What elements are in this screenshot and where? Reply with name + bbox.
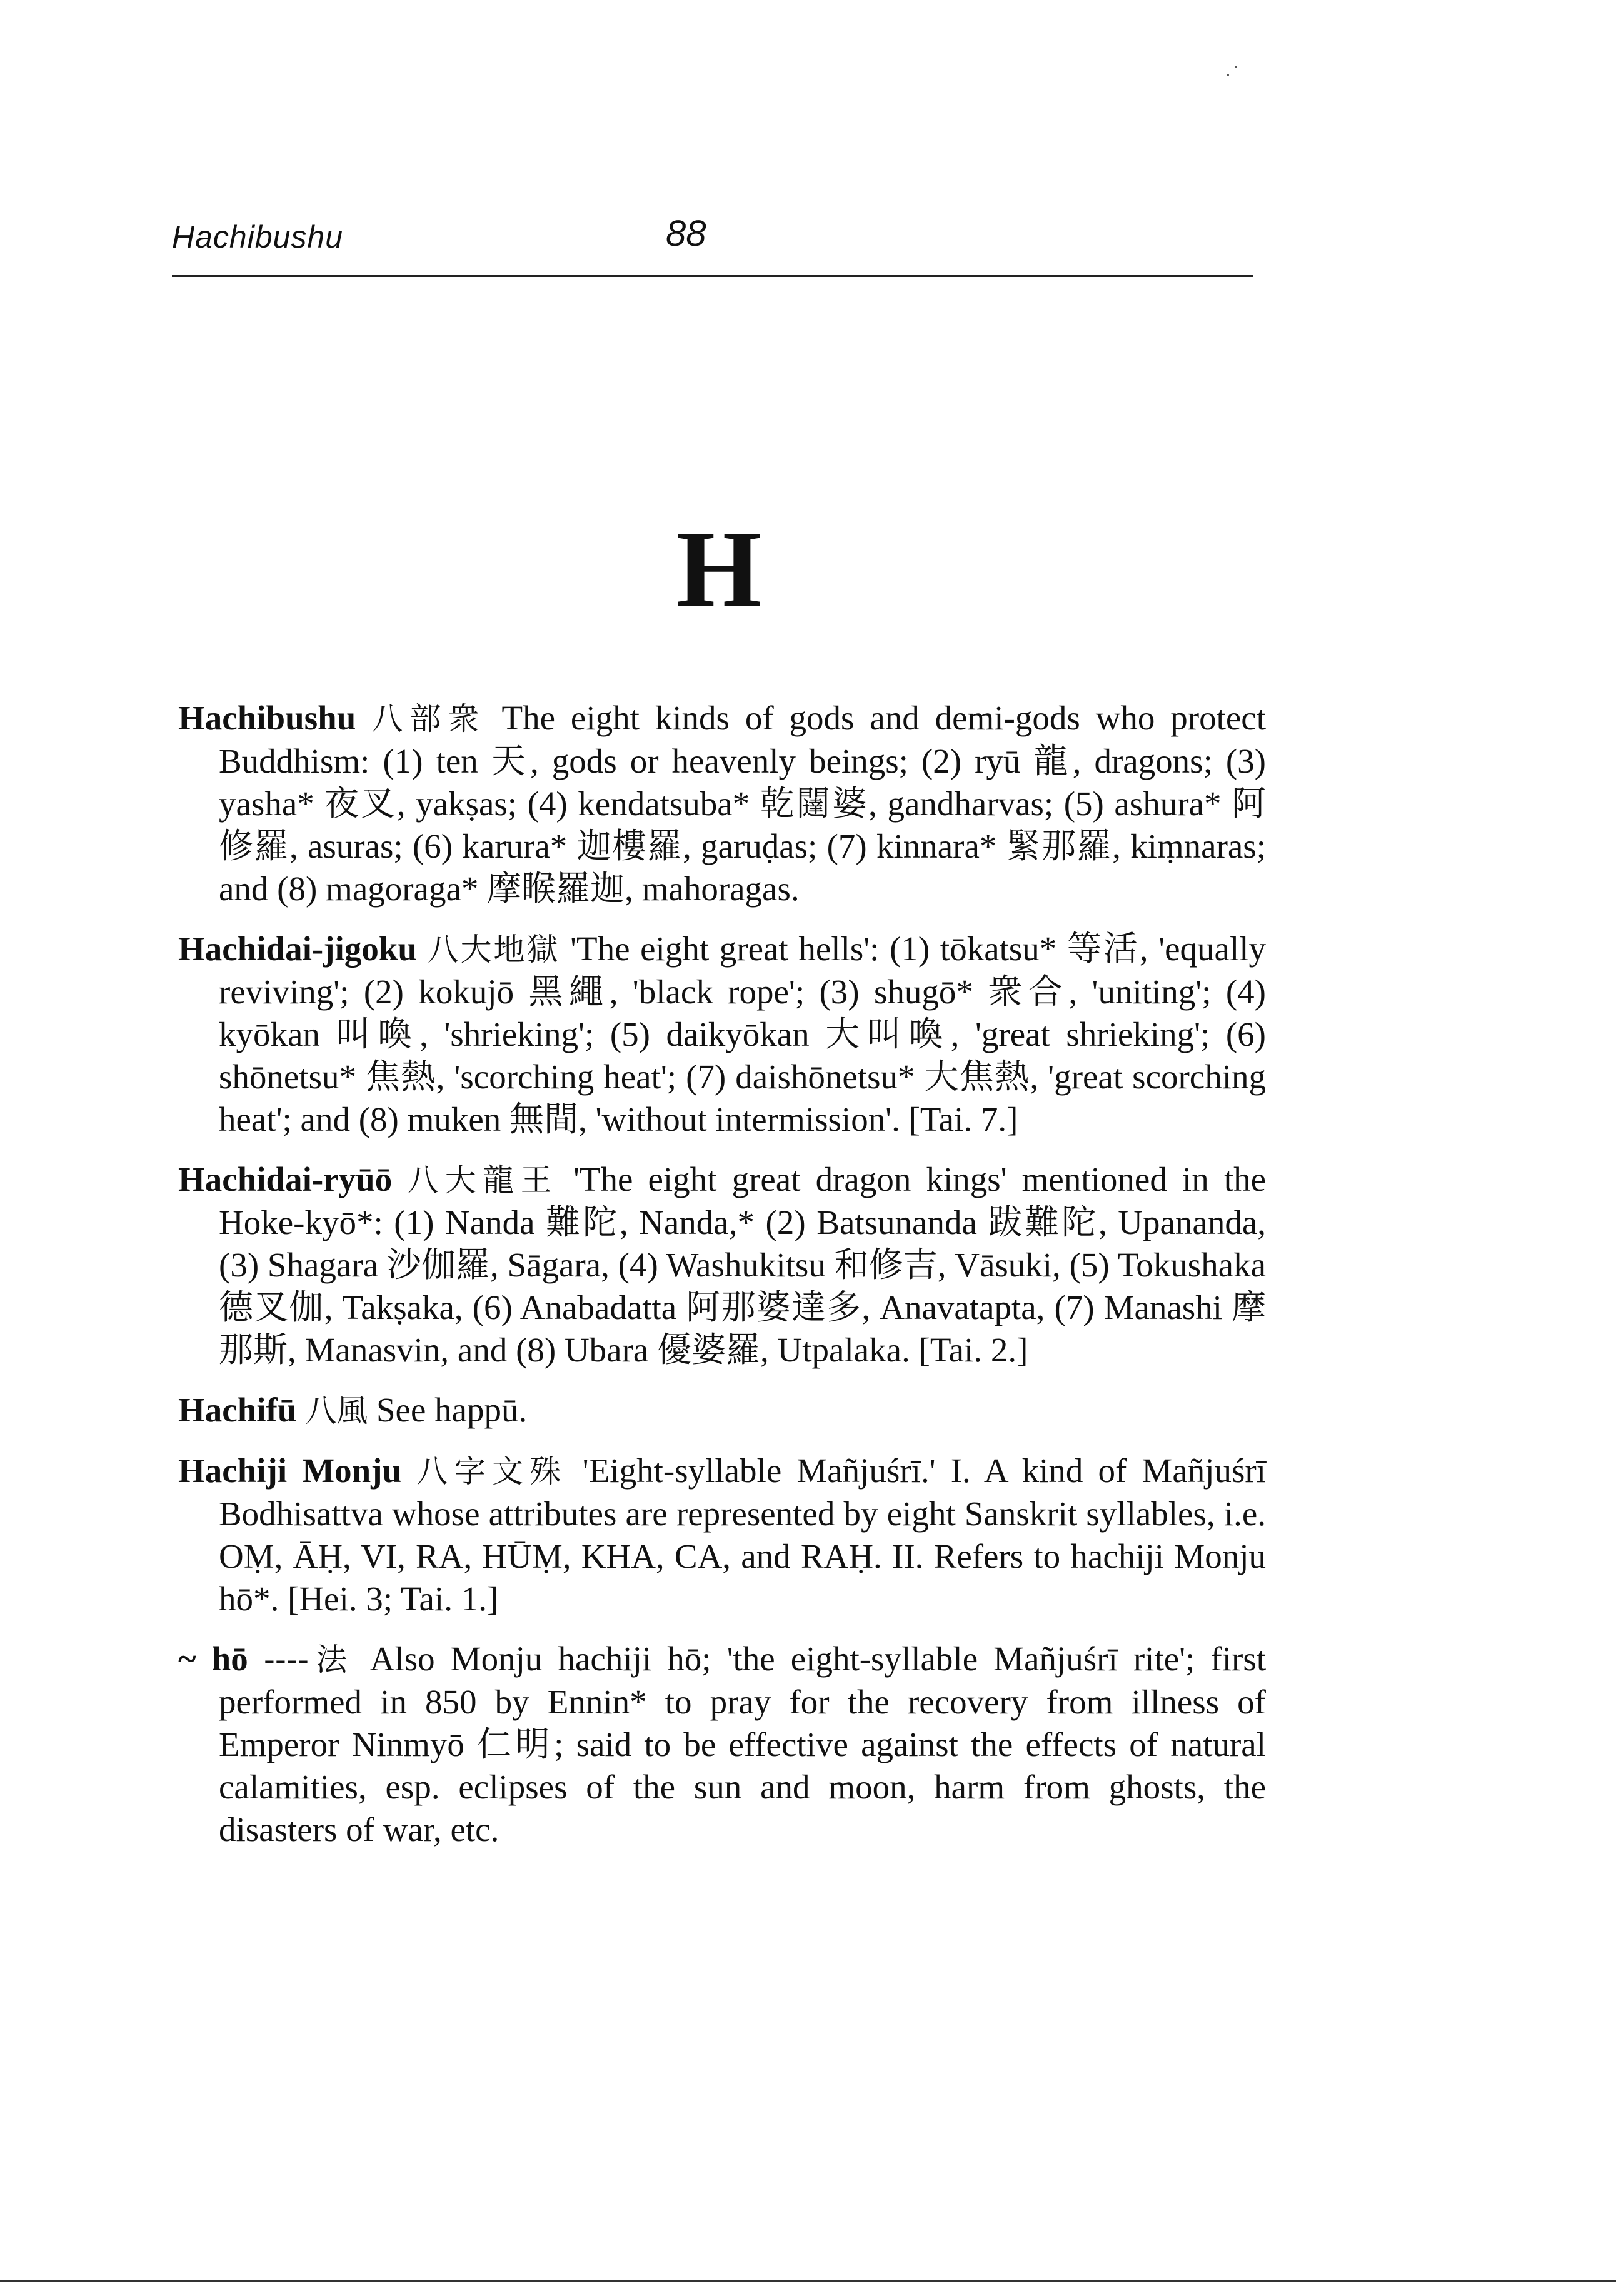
entry-kanji: 八字文殊	[416, 1453, 568, 1490]
entry-kanji: 八部衆	[371, 701, 486, 737]
page-header	[172, 213, 1253, 277]
entry-headword: Hachidai-ryūō	[178, 1160, 393, 1198]
entry-text: 'Eight-syllable Mañjuśrī.' I. A kind of Mañjuśrī Bodhisattva whose attributes are represented by eight Sanskrit syllables, i.e. OṂ, ĀḤ, VI, RA, HŪṂ, KHA, CA, and RAḤ. II. Refers to hachiji Monju hō*. [Hei. 3; Tai. 1.]	[219, 1451, 1267, 1618]
dictionary-entry	[178, 697, 1266, 910]
entry-text: 'The eight great dragon kings' mentioned in the Hoke-kyō*: (1) Nanda 難陀, Nanda,* (2) Batsunanda 跋難陀, Upananda, (3) Shagara 沙伽羅, Sāgara, (4) Washukitsu 和修吉, Vāsuki, (5) Tokushaka 德叉伽, Takṣaka, (6) Anabadatta 阿那婆達多, Anavatapta, (7) Manashi 摩那斯, Manasvin, and (8) Ubara 優婆羅, Utpalaka. [Tai. 2.]	[219, 1160, 1267, 1369]
entry-kanji: 八風	[305, 1393, 368, 1429]
page-number: 88	[666, 213, 706, 254]
scan-speck	[1235, 66, 1237, 68]
entry-text: The eight kinds of gods and demi-gods who protect Buddhism: (1) ten 天, gods or heavenly beings; (2) ryū 龍, dragons; (3) yasha* 夜叉, yakṣas; (4) kendatsuba* 乾闥婆, gandharvas; (5) ashura* 阿修羅, asuras; (6) karura* 迦樓羅, garuḍas; (7) kinnara* 緊那羅, kiṃnaras; and (8) magoraga* 摩睺羅迦, mahoragas.	[219, 699, 1267, 908]
entry-text: 'The eight great hells': (1) tōkatsu* 等活, 'equally reviving'; (2) kokujō 黑繩, 'black rope'; (3) shugō* 衆合, 'uniting'; (4) kyōkan 叫喚, 'shrieking'; (5) daikyōkan 大叫喚, 'great shrieking'; (6) shōnetsu* 焦熱, 'scorching heat'; (7) daishōnetsu* 大焦熱, 'great scorching heat'; and (8) muken 無間, 'without intermission'. [Tai. 7.]	[219, 930, 1267, 1138]
entry-headword: Hachidai-jigoku	[178, 930, 418, 968]
entry-headword: Hachiji Monju	[178, 1451, 402, 1490]
dictionary-entries	[178, 697, 1266, 1868]
dictionary-entry	[178, 928, 1266, 1141]
entry-headword: ~ hō	[178, 1640, 248, 1678]
entry-kanji: 八大龍王	[407, 1162, 558, 1198]
dictionary-entry	[178, 1450, 1266, 1620]
dictionary-entry	[178, 1158, 1266, 1371]
running-head: Hachibushu	[172, 219, 344, 254]
entry-headword: Hachifū	[178, 1391, 297, 1429]
dictionary-entry	[178, 1389, 1266, 1432]
entry-text: Also Monju hachiji hō; 'the eight-syllable Mañjuśrī rite'; first performed in 850 by Ennin* to pray for the recovery from illness of Emperor Ninmyō 仁明; said to be effective against the effects of natural calamities, esp. eclipses of the sun and moon, harm from ghosts, the disasters of war, etc.	[219, 1640, 1267, 1848]
dictionary-entry	[178, 1638, 1266, 1851]
scan-edge-line	[0, 2280, 1616, 2282]
entry-kanji: ----法	[263, 1642, 354, 1678]
entry-text: See happū.	[376, 1391, 528, 1429]
scan-speck	[1227, 74, 1229, 76]
entry-kanji: 八大地獄	[427, 931, 560, 968]
section-letter: H	[676, 508, 762, 629]
entry-headword: Hachibushu	[178, 699, 356, 737]
